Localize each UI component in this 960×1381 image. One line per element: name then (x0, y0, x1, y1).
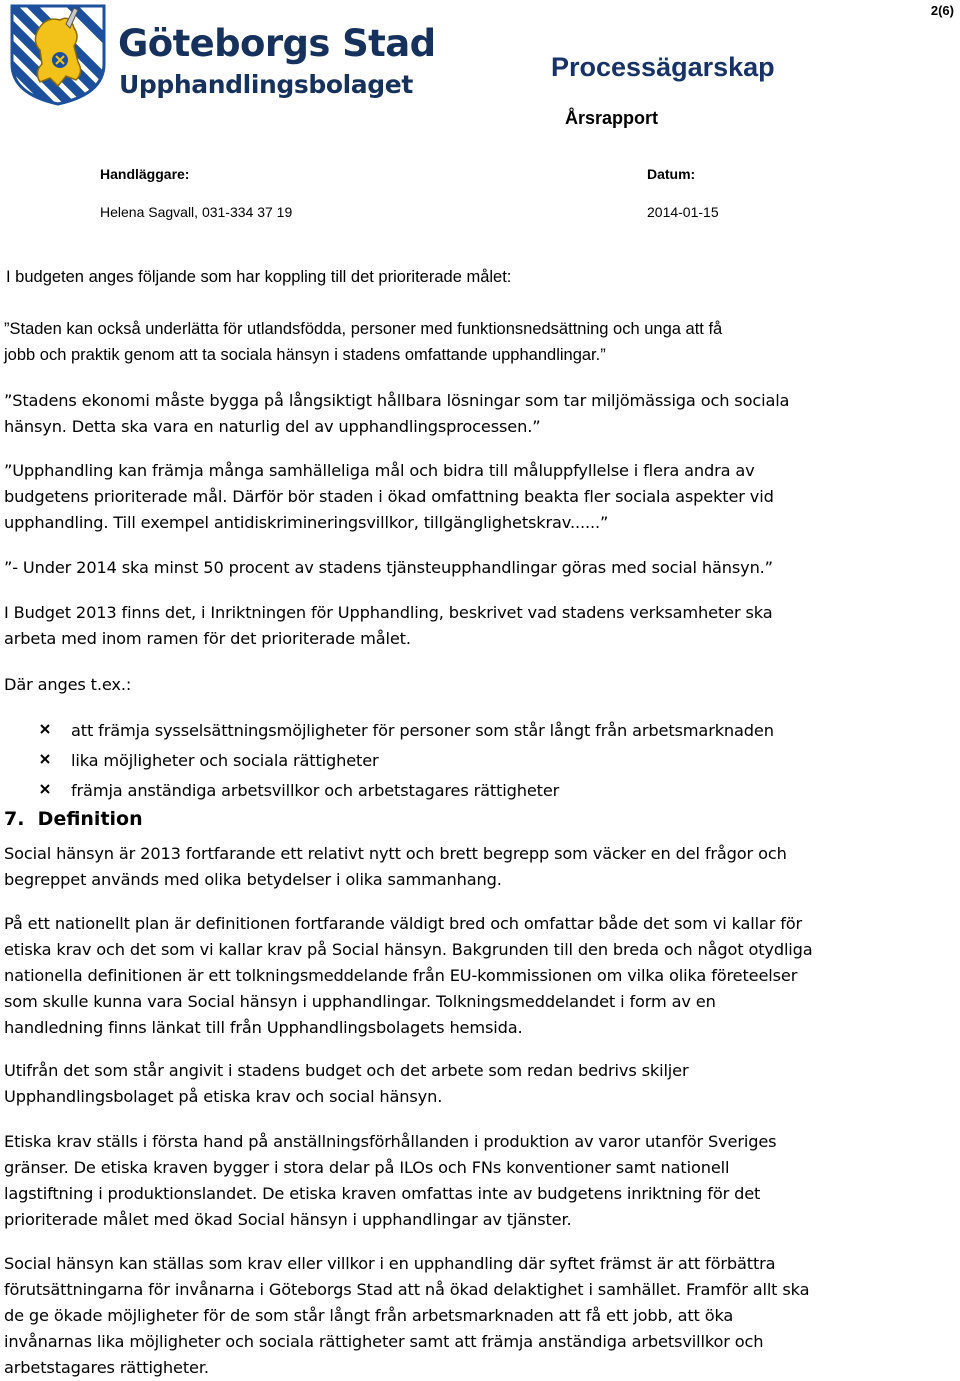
text-line: gränser. De etiska kraven bygger i stora delar på ILOs och FNs konventioner samt nationell (4, 1158, 730, 1177)
text-line: budgetens prioriterade mål. Därför bör staden i ökad omfattning beakta fler sociala aspekter vid (4, 487, 774, 506)
document-title: Processägarskap (551, 52, 775, 82)
quote-paragraph (4, 555, 954, 581)
text-line: ”Upphandling kan främja många samhälleliga mål och bidra till måluppfyllelse i flera andra av (4, 461, 755, 480)
text-line: lagstiftning i produktionslandet. De etiska kraven omfattas inte av budgetens inriktning för det (4, 1184, 761, 1203)
list-item (40, 718, 774, 748)
x-mark-icon (40, 784, 50, 794)
text-line: ”Staden kan också underlätta för utlandsfödda, personer med funktionsnedsättning och unga att få (4, 320, 723, 338)
text-line: invånarnas lika möjligheter och sociala rättigheter samt att främja anständiga arbetsvillkor och (4, 1332, 764, 1351)
list-item-text: främja anständiga arbetsvillkor och arbetstagares rättigheter (71, 781, 560, 800)
intro-text: I budgeten anges följande som har koppling till det prioriterade målet: (6, 268, 512, 286)
section-heading: 7. Definition (4, 808, 143, 830)
text-line: begreppet används med olika betydelser i olika sammanhang. (4, 870, 502, 889)
paragraph (4, 911, 954, 1041)
text-line: förutsättningarna för invånarna i Göteborgs Stad att nå ökad delaktighet i samhället. Framför allt ska (4, 1280, 810, 1299)
bullet-list (40, 718, 774, 808)
list-item-text: lika möjligheter och sociala rättigheter (71, 751, 379, 770)
x-mark-icon (40, 754, 50, 764)
handler-value: Helena Sagvall, 031-334 37 19 (100, 204, 293, 220)
paragraph (4, 1058, 954, 1110)
handler-label: Handläggare: (100, 166, 190, 182)
date-label: Datum: (647, 166, 696, 182)
x-mark-icon (40, 724, 50, 734)
page-number: 2(6) (930, 3, 954, 18)
text-line: Etiska krav ställs i första hand på anställningsförhållanden i produktion av varor utanför Sveriges (4, 1132, 777, 1151)
text-line: etiska krav och det som vi kallar krav på Social hänsyn. Bakgrunden till den breda och något otydliga (4, 940, 813, 959)
text-line: prioriterade målet med ökad Social hänsyn i upphandlingar av tjänster. (4, 1210, 572, 1229)
text-line: nationella definitionen är ett tolkningsmeddelande från EU-kommissionen om vilka olika företeelser (4, 966, 798, 985)
paragraph (4, 1251, 954, 1381)
logo (8, 2, 436, 106)
example-label: Där anges t.ex.: (4, 675, 132, 694)
text-line: handledning finns länkat till från Upphandlingsbolagets hemsida. (4, 1018, 523, 1037)
brand-name: Göteborgs Stad (118, 22, 436, 65)
list-item (40, 748, 774, 778)
paragraph (4, 841, 954, 893)
text-line: arbeta med inom ramen för det prioriterade målet. (4, 629, 411, 648)
list-item (40, 778, 774, 808)
quote-paragraph (4, 388, 954, 440)
text-line: arbetstagares rättigheter. (4, 1358, 209, 1377)
text-line: upphandling. Till exempel antidiskrimineringsvillkor, tillgänglighetskrav......” (4, 513, 609, 532)
text-line: ”- Under 2014 ska minst 50 procent av stadens tjänsteupphandlingar göras med social hänsyn.” (4, 558, 773, 577)
text-line: Social hänsyn kan ställas som krav eller villkor i en upphandling där syftet främst är att förbättra (4, 1254, 776, 1273)
quote-paragraph (4, 316, 954, 368)
text-line: de ge ökade möjligheter för de som står långt från arbetsmarknaden att få ett jobb, att öka (4, 1306, 734, 1325)
text-line: I Budget 2013 finns det, i Inriktningen för Upphandling, beskrivet vad stadens verksamheter ska (4, 603, 773, 622)
quote-paragraph (4, 458, 954, 536)
date-value: 2014-01-15 (647, 204, 719, 220)
text-line: ”Stadens ekonomi måste bygga på långsiktigt hållbara lösningar som tar miljömässiga och sociala (4, 391, 790, 410)
text-line: Upphandlingsbolaget på etiska krav och social hänsyn. (4, 1087, 443, 1106)
goteborg-coat-of-arms-icon (8, 2, 108, 106)
text-line: jobb och praktik genom att ta sociala hänsyn i stadens omfattande upphandlingar.” (4, 346, 606, 364)
text-line: hänsyn. Detta ska vara en naturlig del av upphandlingsprocessen.” (4, 417, 541, 436)
budget-paragraph (4, 600, 954, 652)
list-item-text: att främja sysselsättningsmöjligheter för personer som står långt från arbetsmarknaden (71, 721, 774, 740)
text-line: som skulle kunna vara Social hänsyn i upphandlingar. Tolkningsmeddelandet i form av en (4, 992, 716, 1011)
text-line: På ett nationellt plan är definitionen fortfarande väldigt bred och omfattar både det som vi kallar för (4, 914, 803, 933)
brand-subtitle: Upphandlingsbolaget (119, 70, 413, 99)
document-subtitle: Årsrapport (565, 108, 659, 128)
text-line: Utifrån det som står angivit i stadens budget och det arbete som redan bedrivs skiljer (4, 1061, 689, 1080)
paragraph (4, 1129, 954, 1233)
text-line: Social hänsyn är 2013 fortfarande ett relativt nytt och brett begrepp som väcker en del frågor och (4, 844, 787, 863)
